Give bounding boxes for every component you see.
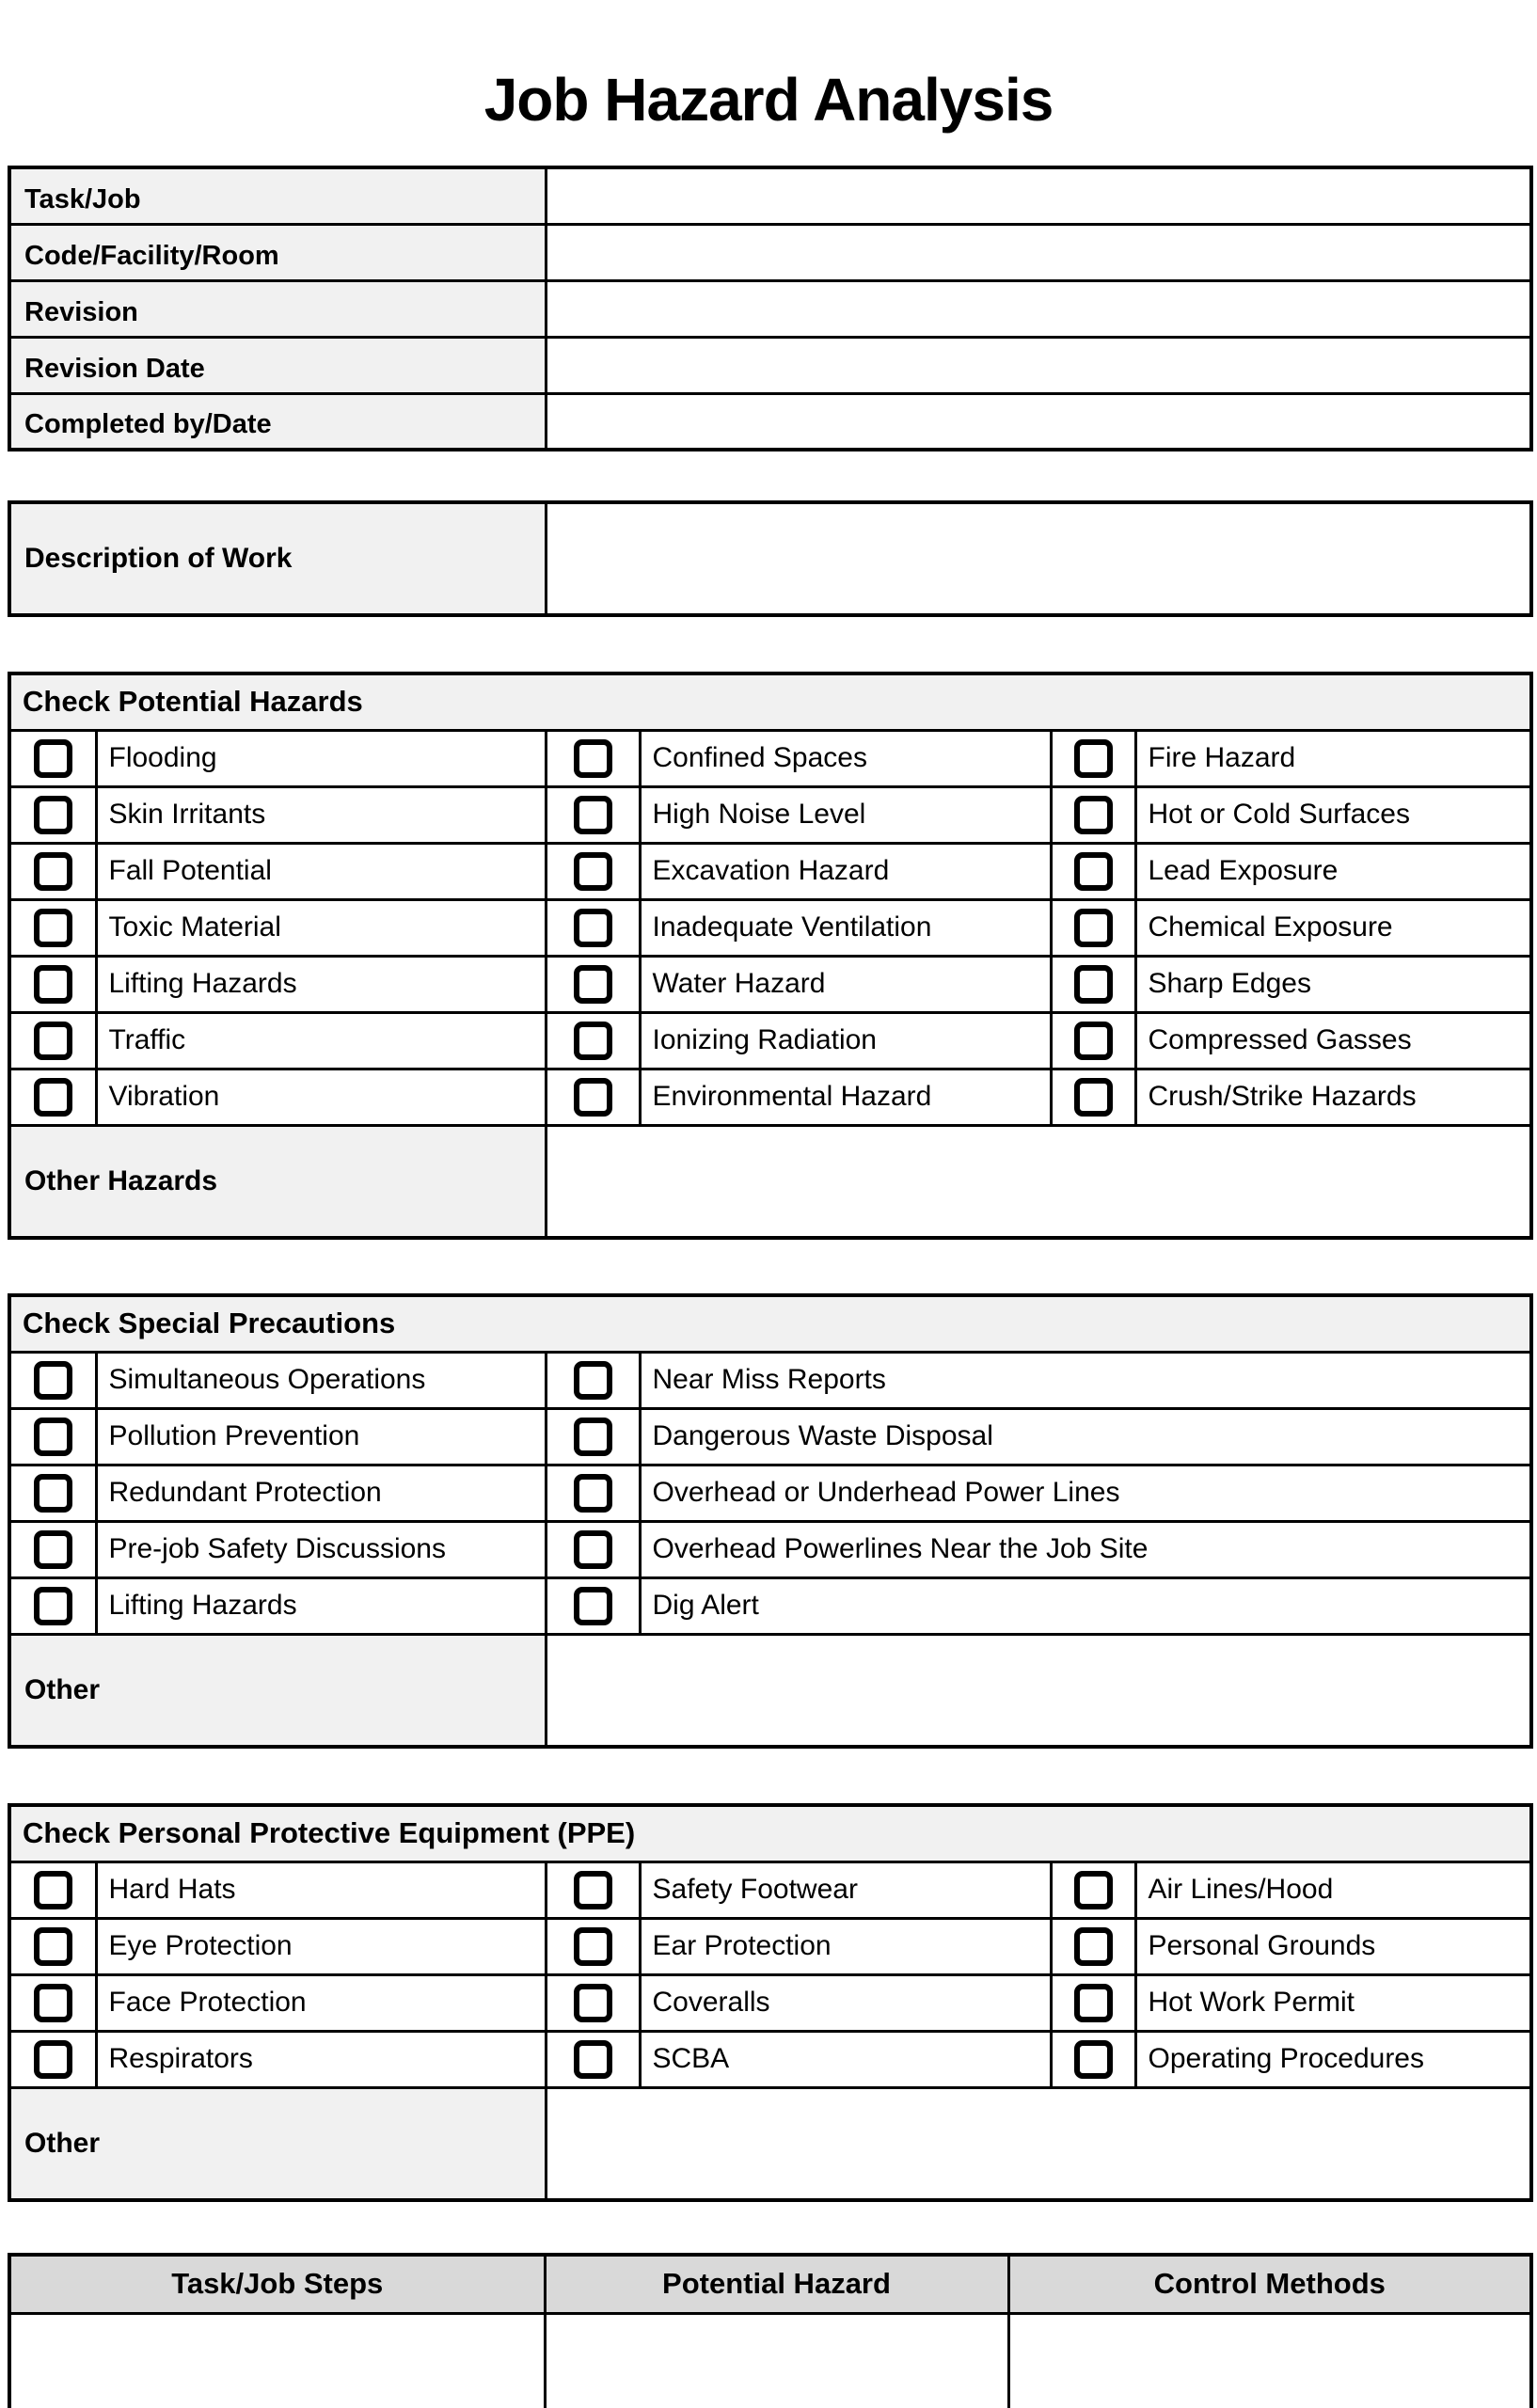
sharp-edges-label: Sharp Edges <box>1135 956 1531 1012</box>
checkbox-cell <box>9 1012 96 1069</box>
checkbox-cell <box>546 843 640 899</box>
potential-hazard-cell[interactable] <box>545 2313 1008 2408</box>
simultaneous-operations-checkbox[interactable] <box>34 1361 72 1400</box>
high-noise-level-label: High Noise Level <box>640 786 1051 843</box>
pre-job-safety-discussions-checkbox[interactable] <box>34 1530 72 1569</box>
crush-strike-hazards-label: Crush/Strike Hazards <box>1135 1069 1531 1125</box>
overhead-powerlines-near-the-job-site-label: Overhead Powerlines Near the Job Site <box>640 1521 1531 1577</box>
checkbox-cell <box>9 956 96 1012</box>
ppe-header: Check Personal Protective Equipment (PPE) <box>9 1805 1531 1861</box>
code-facility-room-label: Code/Facility/Room <box>9 224 546 280</box>
potential-hazards-header: Check Potential Hazards <box>9 673 1531 730</box>
respirators-label: Respirators <box>96 2031 546 2087</box>
excavation-hazard-checkbox[interactable] <box>574 852 612 891</box>
water-hazard-checkbox[interactable] <box>574 965 612 1004</box>
checkbox-cell <box>546 956 640 1012</box>
inadequate-ventilation-label: Inadequate Ventilation <box>640 899 1051 956</box>
description-of-work-label: Description of Work <box>9 502 546 615</box>
ionizing-radiation-checkbox[interactable] <box>574 1022 612 1060</box>
ionizing-radiation-label: Ionizing Radiation <box>640 1012 1051 1069</box>
checkbox-cell <box>9 1521 96 1577</box>
redundant-protection-checkbox[interactable] <box>34 1474 72 1513</box>
hot-work-permit-label: Hot Work Permit <box>1135 1974 1531 2031</box>
checkbox-cell <box>546 1974 640 2031</box>
fall-potential-checkbox[interactable] <box>34 852 72 891</box>
control-methods-cell[interactable] <box>1008 2313 1531 2408</box>
operating-procedures-checkbox[interactable] <box>1074 2040 1113 2079</box>
job-steps-table <box>8 2253 1533 2408</box>
checkbox-cell <box>9 843 96 899</box>
checkbox-cell <box>1051 956 1135 1012</box>
checkbox-cell <box>1051 1012 1135 1069</box>
revision-label: Revision <box>9 280 546 337</box>
hot-or-cold-surfaces-label: Hot or Cold Surfaces <box>1135 786 1531 843</box>
checkbox-cell <box>1051 2031 1135 2087</box>
checkbox-cell <box>546 1521 640 1577</box>
fire-hazard-checkbox[interactable] <box>1074 739 1113 778</box>
hot-or-cold-surfaces-checkbox[interactable] <box>1074 796 1113 834</box>
lead-exposure-checkbox[interactable] <box>1074 852 1113 891</box>
flooding-checkbox[interactable] <box>34 739 72 778</box>
checkbox-cell <box>1051 730 1135 786</box>
revision-date-label: Revision Date <box>9 337 546 393</box>
info-table <box>8 166 1533 452</box>
toxic-material-label: Toxic Material <box>96 899 546 956</box>
hard-hats-checkbox[interactable] <box>34 1871 72 1909</box>
redundant-protection-label: Redundant Protection <box>96 1465 546 1521</box>
page-title: Job Hazard Analysis <box>483 66 1054 134</box>
control-methods-header: Control Methods <box>1008 2255 1531 2313</box>
potential-hazard-header: Potential Hazard <box>545 2255 1008 2313</box>
compressed-gasses-label: Compressed Gasses <box>1135 1012 1531 1069</box>
coveralls-checkbox[interactable] <box>574 1984 612 2022</box>
revision-date-field[interactable] <box>546 337 1531 393</box>
excavation-hazard-label: Excavation Hazard <box>640 843 1051 899</box>
water-hazard-label: Water Hazard <box>640 956 1051 1012</box>
flooding-label: Flooding <box>96 730 546 786</box>
respirators-checkbox[interactable] <box>34 2040 72 2079</box>
dangerous-waste-disposal-checkbox[interactable] <box>574 1418 612 1456</box>
checkbox-cell <box>546 1861 640 1918</box>
near-miss-reports-checkbox[interactable] <box>574 1361 612 1400</box>
checkbox-cell <box>546 1577 640 1634</box>
eye-protection-checkbox[interactable] <box>34 1927 72 1966</box>
dangerous-waste-disposal-label: Dangerous Waste Disposal <box>640 1408 1531 1465</box>
hot-work-permit-checkbox[interactable] <box>1074 1984 1113 2022</box>
checkbox-cell <box>9 1974 96 2031</box>
fire-hazard-label: Fire Hazard <box>1135 730 1531 786</box>
checkbox-cell <box>546 1069 640 1125</box>
air-lines-hood-checkbox[interactable] <box>1074 1871 1113 1909</box>
safety-footwear-label: Safety Footwear <box>640 1861 1051 1918</box>
task-job-steps-cell[interactable] <box>9 2313 545 2408</box>
checkbox-cell <box>1051 1918 1135 1974</box>
traffic-label: Traffic <box>96 1012 546 1069</box>
special-precautions-table <box>8 1293 1533 1749</box>
overhead-powerlines-near-the-job-site-checkbox[interactable] <box>574 1530 612 1569</box>
checkbox-cell <box>9 730 96 786</box>
lead-exposure-label: Lead Exposure <box>1135 843 1531 899</box>
checkbox-cell <box>546 730 640 786</box>
face-protection-label: Face Protection <box>96 1974 546 2031</box>
checkbox-cell <box>9 1465 96 1521</box>
chemical-exposure-label: Chemical Exposure <box>1135 899 1531 956</box>
completed-by-date-field[interactable] <box>546 393 1531 450</box>
checkbox-cell <box>546 786 640 843</box>
checkbox-cell <box>9 1069 96 1125</box>
checkbox-cell <box>1051 1974 1135 2031</box>
eye-protection-label: Eye Protection <box>96 1918 546 1974</box>
checkbox-cell <box>1051 1069 1135 1125</box>
checkbox-cell <box>9 1861 96 1918</box>
checkbox-cell <box>9 899 96 956</box>
scba-label: SCBA <box>640 2031 1051 2087</box>
task-job-label: Task/Job <box>9 167 546 224</box>
inadequate-ventilation-checkbox[interactable] <box>574 909 612 947</box>
checkbox-cell <box>9 2031 96 2087</box>
checkbox-cell <box>546 1012 640 1069</box>
checkbox-cell <box>1051 843 1135 899</box>
checkbox-cell <box>546 1408 640 1465</box>
checkbox-cell <box>9 786 96 843</box>
checkbox-cell <box>546 2031 640 2087</box>
scba-checkbox[interactable] <box>574 2040 612 2079</box>
simultaneous-operations-label: Simultaneous Operations <box>96 1352 546 1408</box>
description-table <box>8 500 1533 617</box>
other-hazards-field[interactable] <box>546 1125 1531 1238</box>
vibration-checkbox[interactable] <box>34 1078 72 1117</box>
environmental-hazard-label: Environmental Hazard <box>640 1069 1051 1125</box>
other-hazards-label: Other Hazards <box>9 1125 546 1238</box>
lifting-hazards-label: Lifting Hazards <box>96 956 546 1012</box>
pollution-prevention-label: Pollution Prevention <box>96 1408 546 1465</box>
ppe-other-label: Other <box>9 2087 546 2200</box>
checkbox-cell <box>9 1918 96 1974</box>
revision-field[interactable] <box>546 280 1531 337</box>
precautions-other-field[interactable] <box>546 1634 1531 1747</box>
near-miss-reports-label: Near Miss Reports <box>640 1352 1531 1408</box>
task-job-steps-header: Task/Job Steps <box>9 2255 545 2313</box>
lifting-hazards-precaution-checkbox[interactable] <box>34 1587 72 1625</box>
high-noise-level-checkbox[interactable] <box>574 796 612 834</box>
environmental-hazard-checkbox[interactable] <box>574 1078 612 1117</box>
vibration-label: Vibration <box>96 1069 546 1125</box>
confined-spaces-checkbox[interactable] <box>574 739 612 778</box>
completed-by-date-label: Completed by/Date <box>9 393 546 450</box>
skin-irritants-label: Skin Irritants <box>96 786 546 843</box>
potential-hazards-table <box>8 672 1533 1240</box>
ppe-other-field[interactable] <box>546 2087 1531 2200</box>
pollution-prevention-checkbox[interactable] <box>34 1418 72 1456</box>
checkbox-cell <box>9 1577 96 1634</box>
precautions-other-label: Other <box>9 1634 546 1747</box>
confined-spaces-label: Confined Spaces <box>640 730 1051 786</box>
checkbox-cell <box>546 1352 640 1408</box>
dig-alert-label: Dig Alert <box>640 1577 1531 1634</box>
checkbox-cell <box>1051 786 1135 843</box>
crush-strike-hazards-checkbox[interactable] <box>1074 1078 1113 1117</box>
lifting-hazards-checkbox[interactable] <box>34 965 72 1004</box>
checkbox-cell <box>546 1918 640 1974</box>
lifting-hazards-precaution-label: Lifting Hazards <box>96 1577 546 1634</box>
personal-grounds-label: Personal Grounds <box>1135 1918 1531 1974</box>
overhead-or-underhead-power-lines-checkbox[interactable] <box>574 1474 612 1513</box>
pre-job-safety-discussions-label: Pre-job Safety Discussions <box>96 1521 546 1577</box>
safety-footwear-checkbox[interactable] <box>574 1871 612 1909</box>
coveralls-label: Coveralls <box>640 1974 1051 2031</box>
checkbox-cell <box>546 899 640 956</box>
chemical-exposure-checkbox[interactable] <box>1074 909 1113 947</box>
fall-potential-label: Fall Potential <box>96 843 546 899</box>
dig-alert-checkbox[interactable] <box>574 1587 612 1625</box>
traffic-checkbox[interactable] <box>34 1022 72 1060</box>
personal-grounds-checkbox[interactable] <box>1074 1927 1113 1966</box>
sharp-edges-checkbox[interactable] <box>1074 965 1113 1004</box>
checkbox-cell <box>1051 899 1135 956</box>
ear-protection-checkbox[interactable] <box>574 1927 612 1966</box>
checkbox-cell <box>9 1408 96 1465</box>
ear-protection-label: Ear Protection <box>640 1918 1051 1974</box>
task-job-field[interactable] <box>546 167 1531 224</box>
ppe-table <box>8 1803 1533 2202</box>
operating-procedures-label: Operating Procedures <box>1135 2031 1531 2087</box>
code-facility-room-field[interactable] <box>546 224 1531 280</box>
description-of-work-field[interactable] <box>546 502 1531 615</box>
special-precautions-header: Check Special Precautions <box>9 1295 1531 1352</box>
checkbox-cell <box>9 1352 96 1408</box>
air-lines-hood-label: Air Lines/Hood <box>1135 1861 1531 1918</box>
compressed-gasses-checkbox[interactable] <box>1074 1022 1113 1060</box>
toxic-material-checkbox[interactable] <box>34 909 72 947</box>
checkbox-cell <box>1051 1861 1135 1918</box>
skin-irritants-checkbox[interactable] <box>34 796 72 834</box>
checkbox-cell <box>546 1465 640 1521</box>
overhead-or-underhead-power-lines-label: Overhead or Underhead Power Lines <box>640 1465 1531 1521</box>
hard-hats-label: Hard Hats <box>96 1861 546 1918</box>
face-protection-checkbox[interactable] <box>34 1984 72 2022</box>
